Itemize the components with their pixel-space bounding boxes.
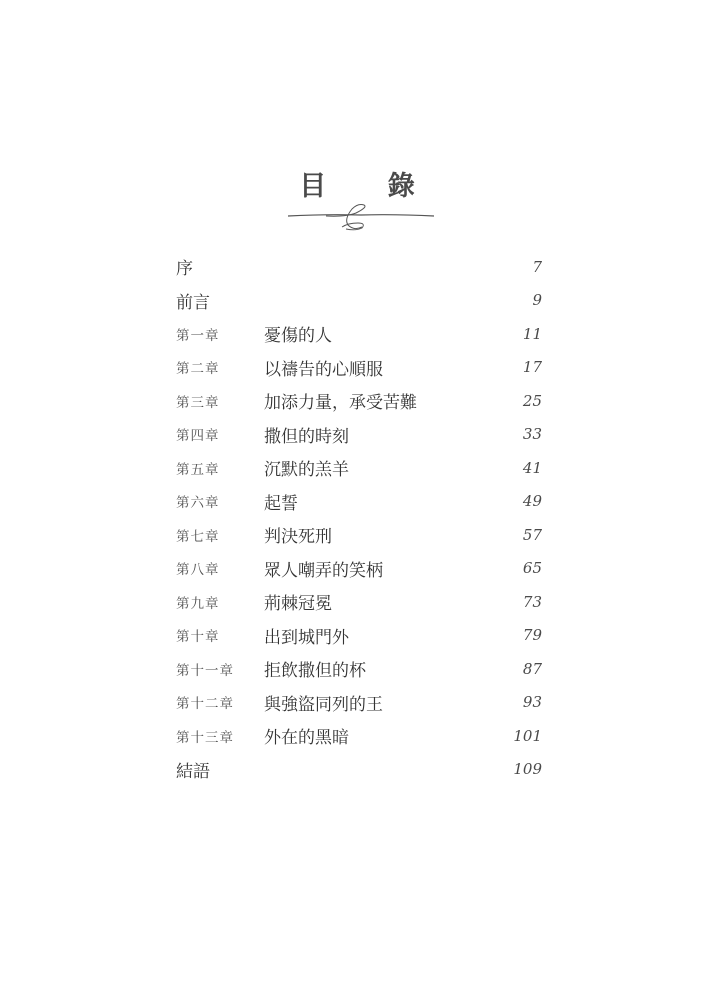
page-title: 目 錄 bbox=[299, 171, 441, 202]
toc-page-number: 65 bbox=[522, 559, 542, 578]
toc-entry-title: 出到城門外 bbox=[264, 627, 349, 648]
toc-entry[interactable] bbox=[176, 250, 542, 284]
toc-chapter-number: 第四章 bbox=[176, 428, 220, 445]
toc-entry-title: 憂傷的人 bbox=[264, 326, 332, 347]
toc-chapter-number: 第十章 bbox=[176, 629, 220, 646]
toc-chapter-number: 第六章 bbox=[176, 495, 220, 512]
toc-chapter-number: 第七章 bbox=[176, 528, 220, 545]
toc-entry[interactable] bbox=[176, 317, 542, 351]
toc-entry-title: 判決死刑 bbox=[264, 527, 332, 548]
toc-entry[interactable] bbox=[176, 719, 542, 753]
toc-page-number: 33 bbox=[522, 425, 542, 444]
toc-page-number: 73 bbox=[522, 592, 542, 611]
toc-entry-title: 撒但的時刻 bbox=[264, 426, 349, 447]
toc-entry-title: 沉默的羔羊 bbox=[264, 460, 349, 481]
toc-page-number: 101 bbox=[513, 726, 542, 745]
toc-entry[interactable] bbox=[176, 753, 542, 787]
toc-chapter-number: 第五章 bbox=[176, 461, 220, 478]
toc-page-number: 11 bbox=[522, 324, 542, 343]
toc-chapter-number: 第一章 bbox=[176, 327, 220, 344]
toc-page-number: 25 bbox=[522, 391, 542, 410]
toc-chapter-number: 第十三章 bbox=[176, 729, 234, 746]
toc-entry[interactable] bbox=[176, 619, 542, 653]
toc-page-number: 87 bbox=[522, 659, 542, 678]
toc-entry[interactable] bbox=[176, 518, 542, 552]
toc-page-number: 49 bbox=[522, 492, 542, 511]
toc-page-number: 109 bbox=[513, 760, 542, 779]
toc-chapter-number: 第八章 bbox=[176, 562, 220, 579]
toc-chapter-number: 第二章 bbox=[176, 361, 220, 378]
toc-chapter-number: 第三章 bbox=[176, 394, 220, 411]
toc-page-number: 79 bbox=[522, 626, 542, 645]
toc-entry-title: 起誓 bbox=[264, 493, 298, 514]
toc-entry-title: 荊棘冠冕 bbox=[264, 594, 332, 615]
toc-entry-title: 結語 bbox=[176, 761, 210, 782]
toc-entry[interactable] bbox=[176, 418, 542, 452]
toc-entry[interactable] bbox=[176, 451, 542, 485]
toc-chapter-number: 第九章 bbox=[176, 595, 220, 612]
toc-page-number: 57 bbox=[522, 525, 542, 544]
toc-entry[interactable] bbox=[176, 585, 542, 619]
toc-page-number: 93 bbox=[522, 693, 542, 712]
toc-entry-title: 前言 bbox=[176, 292, 210, 313]
toc-entry-title: 以禱告的心順服 bbox=[264, 359, 383, 380]
toc-entry-title: 與強盜同列的王 bbox=[264, 694, 383, 715]
toc-entry[interactable] bbox=[176, 485, 542, 519]
toc-entry-title: 眾人嘲弄的笑柄 bbox=[264, 560, 383, 581]
toc-entry-title: 加添力量，承受苦難 bbox=[264, 393, 417, 414]
toc-entry[interactable] bbox=[176, 652, 542, 686]
toc-entry[interactable] bbox=[176, 552, 542, 586]
toc-entry-title: 拒飲撒但的杯 bbox=[264, 661, 366, 682]
toc-chapter-number: 第十二章 bbox=[176, 696, 234, 713]
toc-page-number: 17 bbox=[522, 358, 542, 377]
toc-entry[interactable] bbox=[176, 351, 542, 385]
toc-page-number: 41 bbox=[522, 458, 542, 477]
toc-chapter-number: 第十一章 bbox=[176, 662, 234, 679]
toc-page-number: 9 bbox=[532, 291, 542, 310]
toc-entry[interactable] bbox=[176, 686, 542, 720]
table-of-contents bbox=[176, 250, 542, 786]
flourish-ornament bbox=[286, 201, 436, 233]
toc-page-number: 7 bbox=[532, 257, 542, 276]
toc-entry-title: 外在的黑暗 bbox=[264, 728, 349, 749]
toc-entry-title: 序 bbox=[176, 259, 193, 280]
toc-entry[interactable] bbox=[176, 284, 542, 318]
toc-entry[interactable] bbox=[176, 384, 542, 418]
